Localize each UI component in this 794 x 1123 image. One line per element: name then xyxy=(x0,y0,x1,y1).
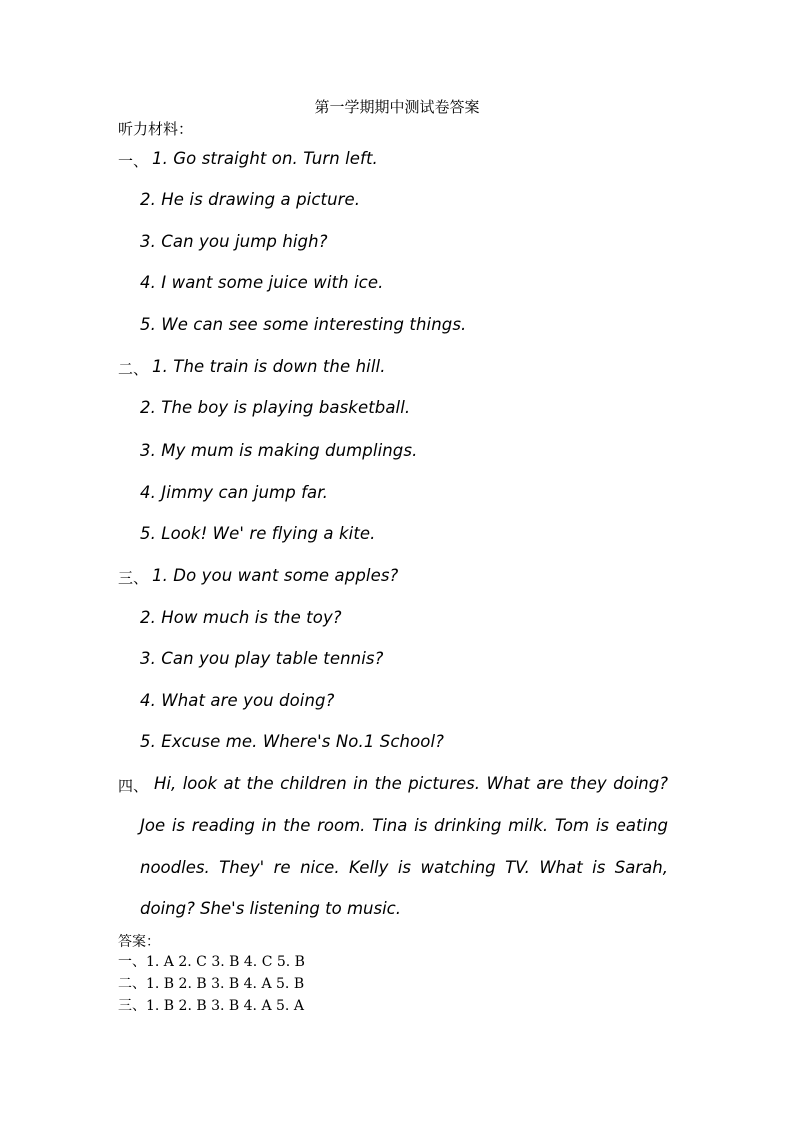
section-1-number: 一、 xyxy=(118,152,149,170)
answers-heading: 答案： xyxy=(118,934,160,950)
section-3-item-3: 3. Can you play table tennis? xyxy=(140,649,384,668)
section-2-item-2: 2. The boy is playing basketball. xyxy=(140,398,411,417)
section-1-item-3: 3. Can you jump high? xyxy=(140,232,328,251)
answers-line-2: 二、1. B 2. B 3. B 4. A 5. B xyxy=(118,976,305,992)
section-2-number: 二、 xyxy=(118,360,149,378)
section-4-paragraph: Joe is reading in the room. Tina is drinking milk. Tom is eating noodles. They' re nice. Kelly is watching TV. What is Sarah, doing? She's listening to music. xyxy=(140,816,668,919)
section-4-first-line: Hi, look at the children in the pictures. What are they doing? xyxy=(154,774,668,793)
section-3-item-2: 2. How much is the toy? xyxy=(140,608,342,627)
listening-heading: 听力材料： xyxy=(118,120,194,138)
section-4-number: 四、 xyxy=(118,777,149,795)
section-1-item-1: 1. Go straight on. Turn left. xyxy=(152,149,378,168)
answers-line-3: 三、1. B 2. B 3. B 4. A 5. A xyxy=(118,998,304,1014)
section-2-item-5: 5. Look! We' re flying a kite. xyxy=(140,524,376,543)
section-1-item-4: 4. I want some juice with ice. xyxy=(140,273,384,292)
answers-line-1: 一、1. A 2. C 3. B 4. C 5. B xyxy=(118,954,305,970)
document-title: 第一学期期中测试卷答案 xyxy=(314,98,480,116)
section-2-item-3: 3. My mum is making dumplings. xyxy=(140,441,418,460)
section-3-item-5: 5. Excuse me. Where's No.1 School? xyxy=(140,732,445,751)
section-2-item-1: 1. The train is down the hill. xyxy=(152,357,386,376)
section-3-number: 三、 xyxy=(118,569,149,587)
section-2-item-4: 4. Jimmy can jump far. xyxy=(140,483,328,502)
section-3-item-4: 4. What are you doing? xyxy=(140,691,335,710)
section-3-item-1: 1. Do you want some apples? xyxy=(152,566,399,585)
section-1-item-5: 5. We can see some interesting things. xyxy=(140,315,467,334)
section-1-item-2: 2. He is drawing a picture. xyxy=(140,190,361,209)
